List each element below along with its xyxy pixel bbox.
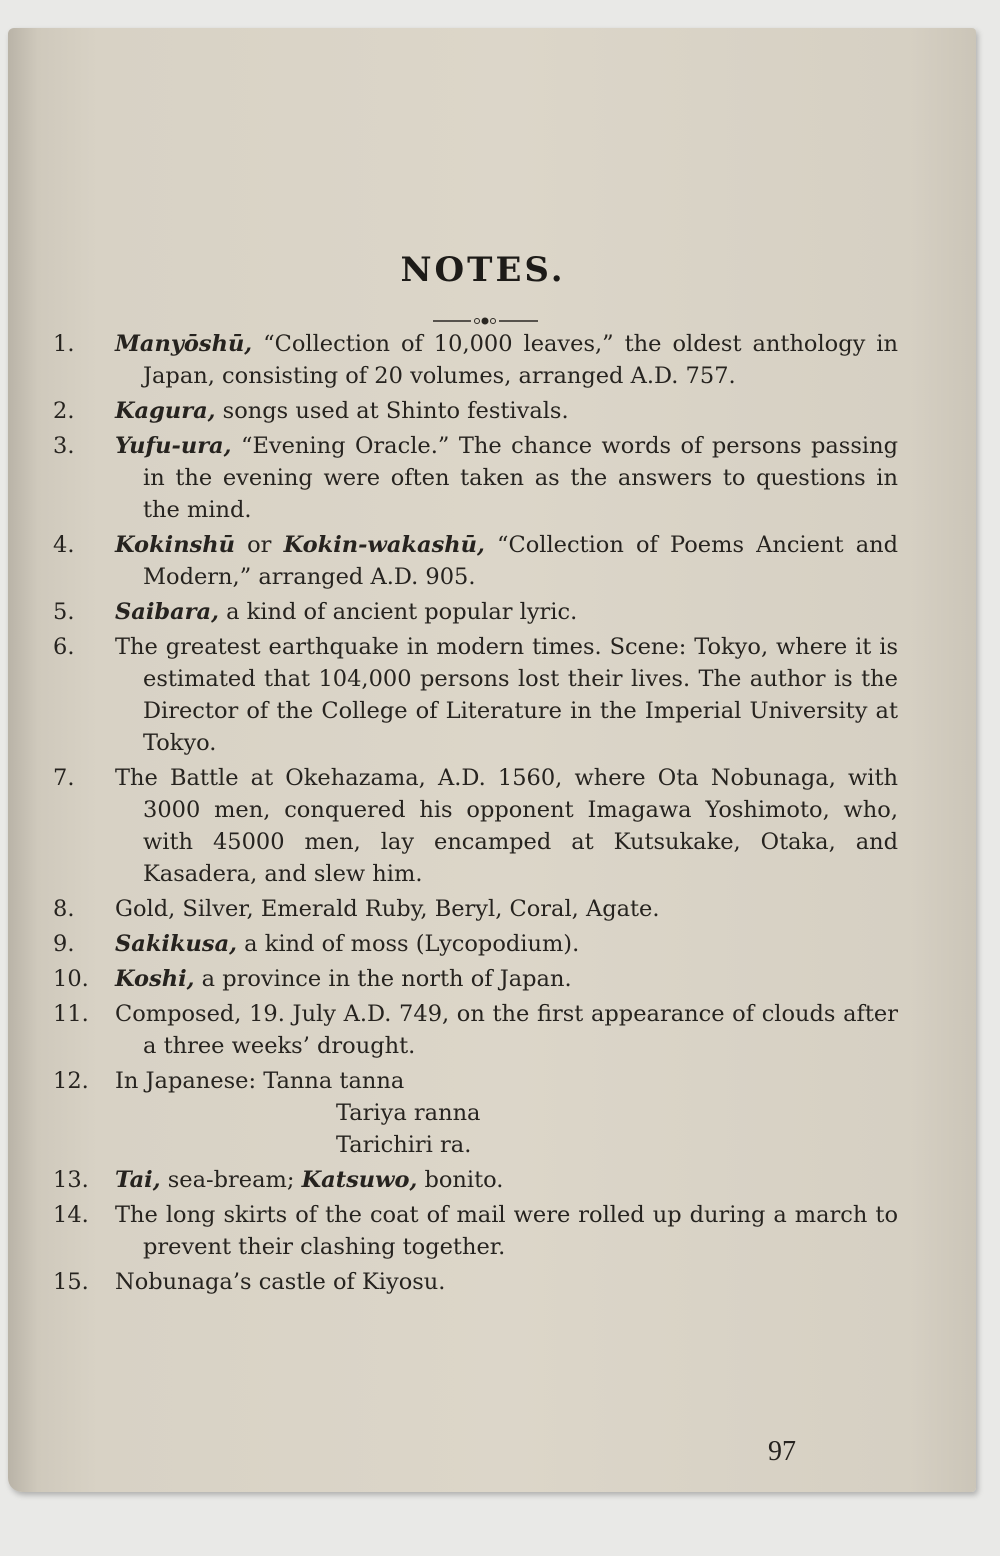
note-number: 12. <box>53 1068 89 1094</box>
notes-list <box>53 328 898 1301</box>
note-text <box>115 596 898 628</box>
note-term: Kokinshū <box>115 532 235 558</box>
note-number: 15. <box>53 1269 89 1295</box>
note-text <box>115 963 898 995</box>
note-item <box>53 328 898 392</box>
note-text <box>115 762 898 890</box>
note-term: Katsuwo, <box>301 1167 418 1193</box>
note-text <box>115 893 898 925</box>
note-term: Manyōshū, <box>115 331 253 357</box>
note-description: Composed, 19. July A.D. 749, on the first appearance of clouds after a three weeks’ drought. <box>115 1001 898 1059</box>
note-item <box>53 596 898 628</box>
note-number: 10. <box>53 966 89 992</box>
note-item <box>53 963 898 995</box>
note-text <box>115 1164 898 1196</box>
note-item <box>53 928 898 960</box>
note-term: Kagura, <box>115 398 216 424</box>
note-text <box>115 1199 898 1263</box>
note-text <box>115 1266 898 1298</box>
note-text <box>115 928 898 960</box>
note-number: 13. <box>53 1167 89 1193</box>
note-description: bonito. <box>417 1167 504 1193</box>
note-term: Yufu-ura, <box>115 433 232 459</box>
note-term: Kokin-wakashū, <box>283 532 485 558</box>
note-text <box>115 395 898 427</box>
note-text <box>115 998 898 1062</box>
note-description: “Collection of Poems Ancient and Modern,” arranged A.D. 905. <box>143 532 898 590</box>
verse-line: Tanna tanna <box>263 1068 405 1094</box>
page-title: NOTES. <box>400 250 566 290</box>
note-item <box>53 1065 898 1161</box>
note-number: 14. <box>53 1202 89 1228</box>
note-term: Sakikusa, <box>115 931 237 957</box>
note-description: The long skirts of the coat of mail were rolled up during a march to prevent their clashing together. <box>115 1202 898 1260</box>
note-item <box>53 893 898 925</box>
note-number: 11. <box>53 1001 89 1027</box>
note-number: 8. <box>53 896 75 922</box>
note-number: 1. <box>53 331 75 357</box>
note-item <box>53 529 898 593</box>
ornament-divider <box>433 316 538 326</box>
note-number: 5. <box>53 599 75 625</box>
book-page <box>8 28 976 1492</box>
note-description: a kind of ancient popular lyric. <box>218 599 578 625</box>
verse-line: Tarichiri ra. <box>336 1132 472 1158</box>
note-item <box>53 762 898 890</box>
note-description: “Evening Oracle.” The chance words of persons passing in the evening were often taken as the answers to questions in the mind. <box>143 433 898 523</box>
note-description: songs used at Shinto festivals. <box>215 398 569 424</box>
note-number: 7. <box>53 765 75 791</box>
note-number: 3. <box>53 433 75 459</box>
note-text <box>115 529 898 593</box>
note-term: Tai, <box>115 1167 161 1193</box>
note-item <box>53 631 898 759</box>
note-term: Koshi, <box>115 966 195 992</box>
note-number: 4. <box>53 532 75 558</box>
note-description: a province in the north of Japan. <box>194 966 572 992</box>
note-number: 2. <box>53 398 75 424</box>
note-item <box>53 998 898 1062</box>
note-description: Nobunaga’s castle of Kiyosu. <box>115 1269 446 1295</box>
note-description: In Japanese: <box>115 1068 264 1094</box>
note-item <box>53 1164 898 1196</box>
note-text <box>115 1065 898 1161</box>
verse-line: Tariya ranna <box>336 1100 481 1126</box>
note-description: a kind of moss (Lycopodium). <box>237 931 580 957</box>
note-text <box>115 430 898 526</box>
note-description: sea-bream; <box>160 1167 302 1193</box>
note-item <box>53 1199 898 1263</box>
page-number: 97 <box>768 1436 796 1467</box>
note-item <box>53 395 898 427</box>
note-item <box>53 1266 898 1298</box>
note-term: Saibara, <box>115 599 219 625</box>
note-description: The greatest earthquake in modern times. Scene: Tokyo, where it is estimated that 104,000 persons lost their lives. The author is the Director of the College of Literature in the Imperial University at Tokyo. <box>115 634 898 756</box>
note-description: or <box>234 532 284 558</box>
note-description: “Collection of 10,000 leaves,” the oldest anthology in Japan, consisting of 20 volumes, arranged A.D. 757. <box>143 331 898 389</box>
note-item <box>53 430 898 526</box>
note-description: Gold, Silver, Emerald Ruby, Beryl, Coral, Agate. <box>115 896 660 922</box>
note-description: The Battle at Okehazama, A.D. 1560, where Ota Nobunaga, with 3000 men, conquered his opponent Imagawa Yoshimoto, who, with 45000 men, lay encamped at Kutsukake, Otaka, and Kasadera, and slew him. <box>115 765 898 887</box>
note-text <box>115 631 898 759</box>
note-number: 9. <box>53 931 75 957</box>
note-text <box>115 328 898 392</box>
note-number: 6. <box>53 634 75 660</box>
